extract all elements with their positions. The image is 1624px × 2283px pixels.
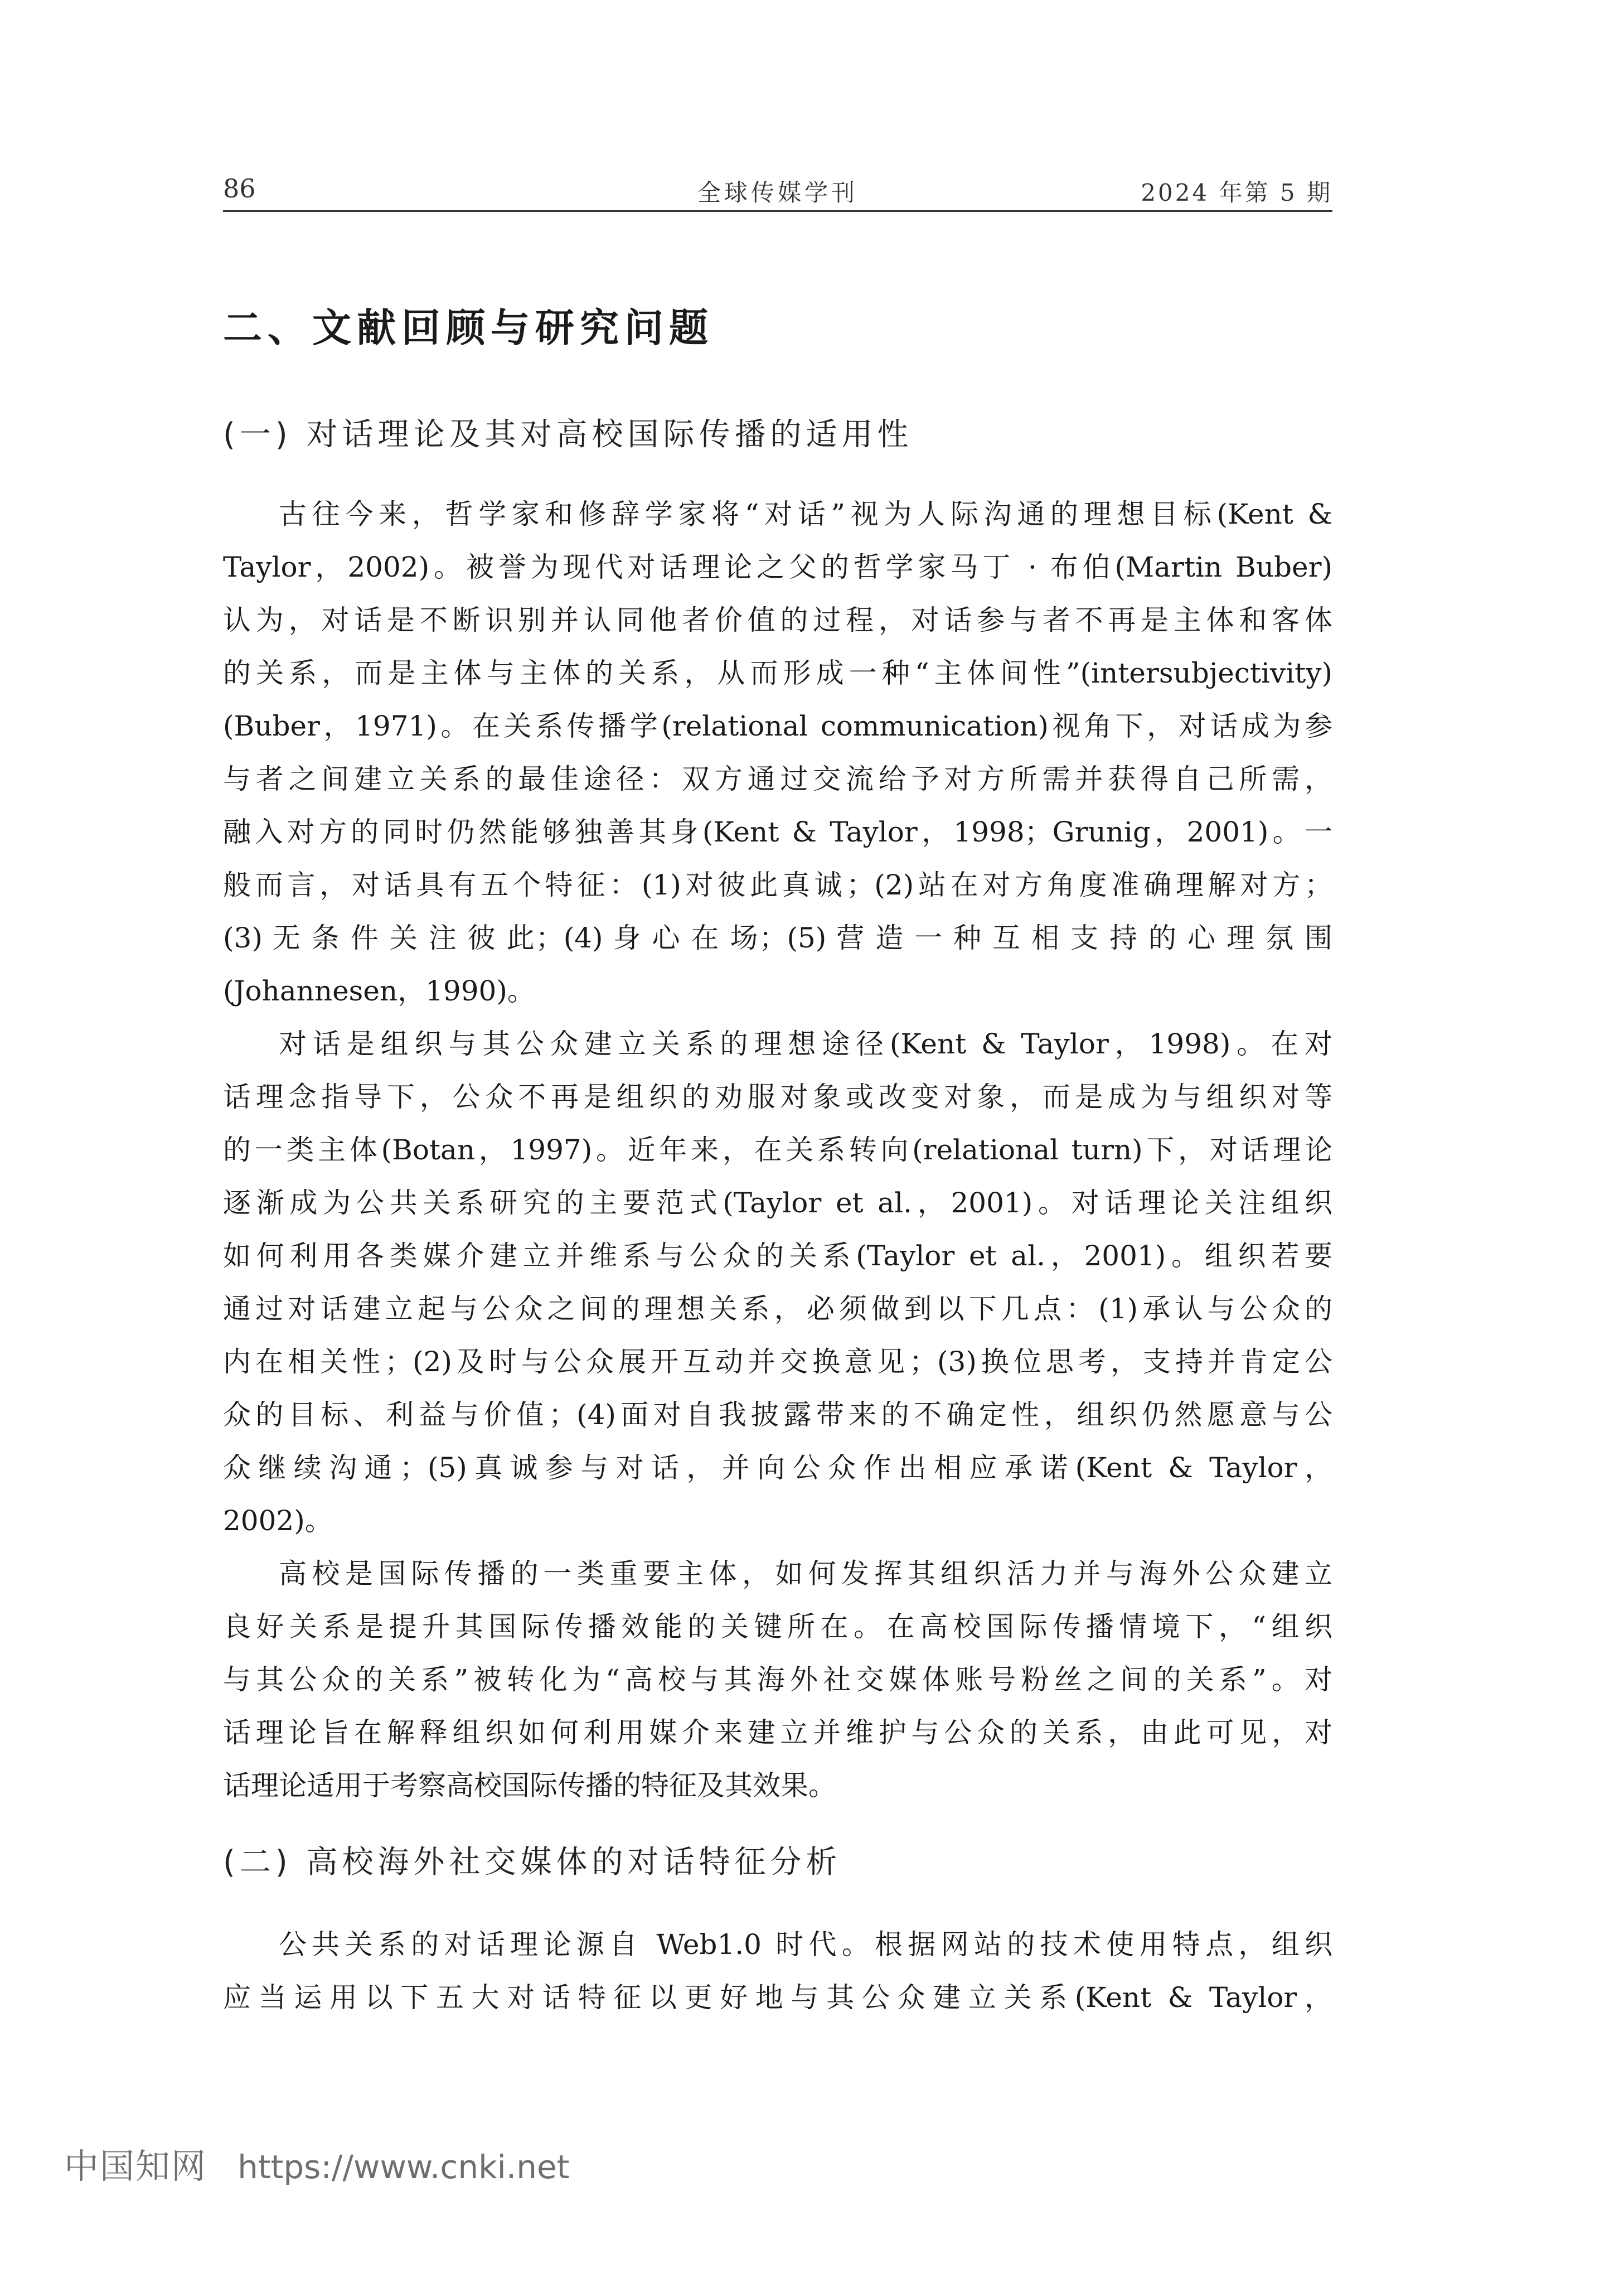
text-line: 众继续沟通；(5)真诚参与对话，并向公众作出相应承诺(Kent & Taylor， [223,1452,1332,1484]
text-line: 良好关系是提升其国际传播效能的关键所在。在高校国际传播情境下，“组织 [223,1610,1332,1643]
text-line: 话理论适用于考察高校国际传播的特征及其效果。 [223,1769,836,1802]
issue-label: 2024 年第 5 期 [1141,179,1332,206]
text-line: 2002)。 [223,1505,333,1537]
subsection-heading-1: (一) 对话理论及其对高校国际传播的适用性 [223,417,913,453]
text-line: (3) 无 条 件 关 注 彼 此；(4) 身 心 在 场；(5) 营 造 一 种 互 相 支 持 的 心 理 氛 围 [223,922,1332,954]
paragraph-2 [223,1018,1332,1547]
text-line: 内在相关性；(2)及时与公众展开互动并交换意见；(3)换位思考，支持并肯定公 [223,1346,1332,1378]
text-line: 般而言，对话具有五个特征：(1)对彼此真诚；(2)站在对方角度准确理解对方； [223,869,1332,901]
paragraph-4 [223,1918,1332,2024]
text-line: 如何利用各类媒介建立并维系与公众的关系(Taylor et al.，2001)。组织若要 [223,1240,1332,1272]
watermark-cn: 中国知网 [64,2146,207,2187]
page-number: 86 [223,173,256,204]
text-line: 与者之间建立关系的最佳途径：双方通过交流给予对方所需并获得自己所需， [223,763,1332,795]
text-line: (Johannesen，1990)。 [223,975,535,1007]
text-line: 的一类主体(Botan，1997)。近年来，在关系转向(relational turn)下，对话理论 [223,1134,1332,1166]
text-line: 逐渐成为公共关系研究的主要范式(Taylor et al.，2001)。对话理论关注组织 [223,1187,1332,1219]
text-line: 应当运用以下五大对话特征以更好地与其公众建立关系(Kent & Taylor， [223,1981,1332,2014]
text-line: 众的目标、利益与价值；(4)面对自我披露带来的不确定性，组织仍然愿意与公 [223,1399,1332,1431]
text-line: 通过对话建立起与公众之间的理想关系，必须做到以下几点：(1)承认与公众的 [223,1293,1332,1325]
text-line: 对话是组织与其公众建立关系的理想途径(Kent & Taylor，1998)。在对 [279,1028,1332,1060]
paragraph-3 [223,1547,1332,1812]
text-line: 话理论旨在解释组织如何利用媒介来建立并维护与公众的关系，由此可见，对 [223,1716,1332,1749]
text-line: 与其公众的关系”被转化为“高校与其海外社交媒体账号粉丝之间的关系”。对 [223,1663,1332,1696]
watermark-url: https://www.cnki.net [237,2148,570,2186]
text-line: 融入对方的同时仍然能够独善其身(Kent & Taylor，1998；Grunig，2001)。一 [223,816,1332,848]
text-line: 话理念指导下，公众不再是组织的劝服对象或改变对象，而是成为与组织对等 [223,1081,1332,1113]
cnki-watermark [64,2139,569,2188]
text-line: 古往今来，哲学家和修辞学家将“对话”视为人际沟通的理想目标(Kent & [279,498,1332,530]
running-header [223,170,1332,212]
text-line: Taylor，2002)。被誉为现代对话理论之父的哲学家马丁 · 布伯(Martin Buber) [223,551,1332,583]
text-line: 公共关系的对话理论源自 Web1.0 时代。根据网站的技术使用特点，组织 [279,1928,1332,1961]
paragraph-1 [223,488,1332,1018]
text-line: 的关系，而是主体与主体的关系，从而形成一种“主体间性”(intersubjectivity) [223,657,1332,689]
text-line: (Buber，1971)。在关系传播学(relational communication)视角下，对话成为参 [223,710,1332,742]
text-line: 高校是国际传播的一类重要主体，如何发挥其组织活力并与海外公众建立 [279,1558,1332,1590]
journal-name: 全球传媒学刊 [697,179,858,206]
subsection-heading-2: (二) 高校海外社交媒体的对话特征分析 [223,1844,842,1880]
text-line: 认为，对话是不断识别并认同他者价值的过程，对话参与者不再是主体和客体 [223,604,1332,636]
section-title: 二、文献回顾与研究问题 [223,305,714,351]
